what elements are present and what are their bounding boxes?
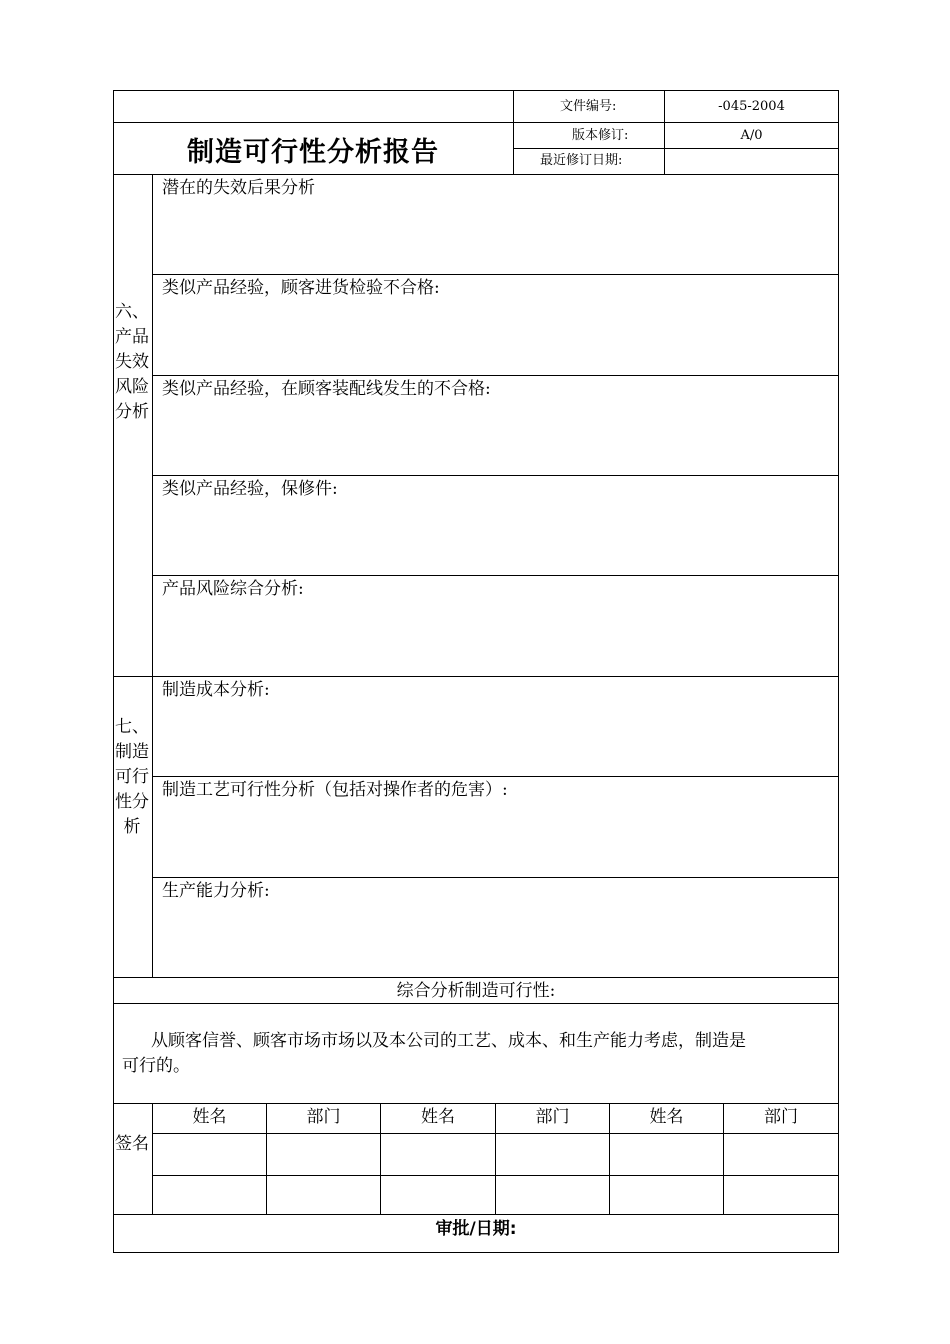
section6-title: 六、产品失效风险分析 bbox=[115, 302, 149, 422]
border-right bbox=[838, 90, 839, 1253]
s7-capacity-label: 生产能力分析: bbox=[162, 881, 270, 901]
s6-row-line-1 bbox=[152, 274, 839, 275]
header-row-line-2 bbox=[513, 148, 839, 149]
s7-cost-label: 制造成本分析: bbox=[162, 680, 270, 700]
s6-row-line-3 bbox=[152, 475, 839, 476]
approval-label: 审批/日期: bbox=[435, 1219, 517, 1239]
border-bottom bbox=[113, 1252, 839, 1253]
doc-no-value: -045-2004 bbox=[718, 99, 785, 114]
version-label: 版本修订: bbox=[572, 128, 629, 143]
section-label-divider bbox=[152, 174, 153, 977]
sig-cell[interactable] bbox=[610, 1134, 723, 1175]
sig-cell[interactable] bbox=[153, 1134, 266, 1175]
s6-potential-failure-label: 潜在的失效后果分析 bbox=[162, 178, 315, 198]
header-bottom-line bbox=[113, 174, 839, 175]
s6-bottom-line bbox=[113, 676, 839, 677]
signature-label: 签名 bbox=[115, 1134, 149, 1154]
revision-date-label: 最近修订日期: bbox=[540, 153, 623, 168]
s6-row-line-4 bbox=[152, 575, 839, 576]
sig-cell[interactable] bbox=[381, 1176, 495, 1214]
sig-cell[interactable] bbox=[153, 1176, 266, 1214]
summary-line-2: 可行的。 bbox=[122, 1056, 190, 1076]
s7-process-label: 制造工艺可行性分析（包括对操作者的危害）: bbox=[162, 780, 508, 800]
s7-row-line-2 bbox=[152, 877, 839, 878]
header-row-line-1 bbox=[113, 122, 839, 123]
summary-line-1: 从顾客信誉、顾客市场市场以及本公司的工艺、成本、和生产能力考虑，制造是 bbox=[151, 1031, 746, 1051]
version-value: A/0 bbox=[740, 128, 763, 143]
border-left bbox=[113, 90, 114, 1253]
s6-incoming-inspection-label: 类似产品经验，顾客进货检验不合格: bbox=[162, 278, 440, 298]
sig-bottom-line bbox=[113, 1214, 839, 1215]
page-title: 制造可行性分析报告 bbox=[187, 137, 439, 168]
sig-header-name-2: 姓名 bbox=[421, 1107, 455, 1127]
summary-bottom-line bbox=[113, 1103, 839, 1104]
s6-warranty-label: 类似产品经验，保修件: bbox=[162, 479, 338, 499]
header-divider-1 bbox=[513, 90, 514, 174]
sig-cell[interactable] bbox=[496, 1134, 609, 1175]
sig-header-name-1: 姓名 bbox=[192, 1107, 227, 1127]
summary-heading-line bbox=[113, 1003, 839, 1004]
sig-cell[interactable] bbox=[381, 1134, 495, 1175]
sig-header-dept-1: 部门 bbox=[306, 1107, 341, 1127]
sig-cell[interactable] bbox=[267, 1134, 380, 1175]
sig-header-dept-3: 部门 bbox=[764, 1107, 798, 1127]
s6-assembly-line-label: 类似产品经验，在顾客装配线发生的不合格: bbox=[162, 379, 491, 399]
sig-cell[interactable] bbox=[267, 1176, 380, 1214]
summary-heading: 综合分析制造可行性: bbox=[396, 981, 556, 1001]
s6-risk-summary-label: 产品风险综合分析: bbox=[162, 579, 304, 599]
sig-cell[interactable] bbox=[610, 1176, 723, 1214]
doc-no-label: 文件编号: bbox=[560, 99, 617, 114]
section7-title: 七、制造可行性分析 bbox=[115, 717, 149, 837]
sig-cell[interactable] bbox=[724, 1134, 838, 1175]
sig-cell[interactable] bbox=[496, 1176, 609, 1214]
sig-cell[interactable] bbox=[724, 1176, 838, 1214]
s7-row-line-1 bbox=[152, 776, 839, 777]
sig-header-name-3: 姓名 bbox=[649, 1107, 684, 1127]
s7-bottom-line bbox=[113, 977, 839, 978]
border-top bbox=[113, 90, 839, 91]
s6-row-line-2 bbox=[152, 375, 839, 376]
sig-header-dept-2: 部门 bbox=[535, 1107, 570, 1127]
